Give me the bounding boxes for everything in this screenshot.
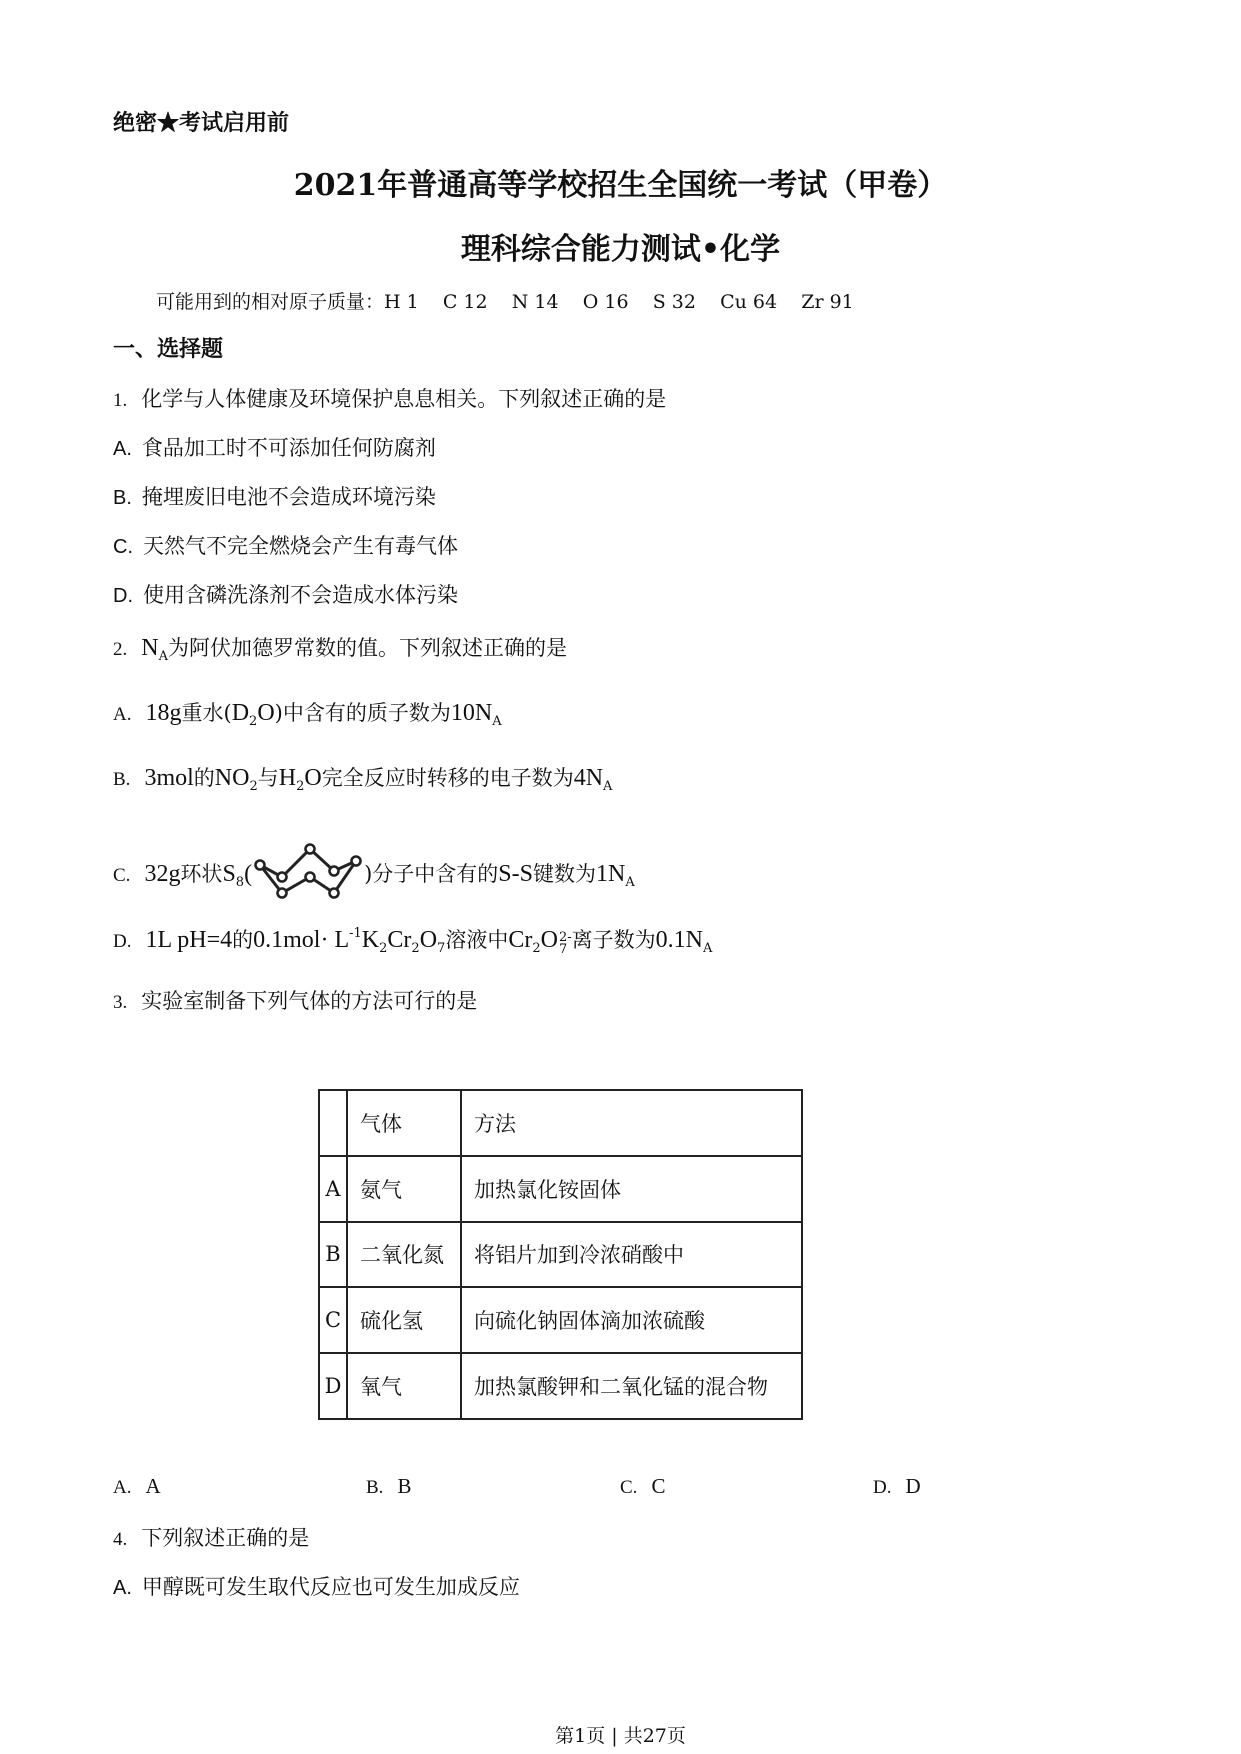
option-text: 的 — [232, 928, 254, 952]
formula-part: H — [278, 765, 297, 791]
value-text: 1N — [595, 861, 626, 887]
choice-value: C — [651, 1474, 666, 1498]
atomic-masses: 可能用到的相对原子质量：H 1 C 12 N 14 O 16 S 32 Cu 64 Zr 91 — [156, 291, 854, 313]
subscript: A — [625, 875, 635, 890]
option-letter: B. — [113, 769, 131, 790]
question-3 — [113, 985, 477, 1015]
q1-option-c — [113, 530, 458, 560]
question-4 — [113, 1522, 309, 1552]
q2-option-a — [113, 697, 502, 729]
ion-charge-index — [559, 932, 572, 956]
concentration-text: 0.1mol· L — [253, 927, 350, 953]
mass-text: 32g — [144, 861, 181, 887]
table-cell: C — [319, 1287, 347, 1353]
option-letter: D. — [113, 585, 133, 607]
formula-part: D — [231, 700, 250, 726]
option-text: 与 — [257, 766, 279, 790]
value-text: 10N — [450, 700, 493, 726]
formula-part: NO — [214, 765, 250, 791]
table-header-cell: 气体 — [347, 1090, 461, 1156]
option-text: )中含有的质子数为 — [274, 701, 451, 725]
formula-part: Cr — [387, 927, 412, 953]
q2-option-c — [113, 843, 635, 901]
q3-choice-a — [113, 1474, 161, 1499]
option-letter: A. — [113, 704, 132, 725]
table-cell: 将铝片加到冷浓硝酸中 — [461, 1222, 802, 1288]
value-text: 0.1N — [655, 927, 703, 953]
formula-part: O — [419, 927, 438, 953]
subscript: 2 — [249, 714, 258, 729]
formula-part: O — [304, 765, 322, 791]
table-cell: 加热氯酸钾和二氧化锰的混合物 — [461, 1353, 802, 1419]
question-stem: 化学与人体健康及环境保护息息相关。下列叙述正确的是 — [141, 387, 667, 411]
confidential-notice: 绝密★考试启用前 — [113, 110, 290, 136]
volume-ph-text: 1L pH=4 — [145, 927, 233, 953]
s8-ring-molecule-icon — [252, 843, 364, 901]
question-stem: 为阿伏加德罗常数的值。下列叙述正确的是 — [167, 636, 567, 660]
table-cell: 氨气 — [347, 1156, 461, 1222]
subscript: 8 — [235, 875, 245, 890]
table-header-row — [319, 1090, 802, 1156]
q2-option-b — [113, 762, 612, 794]
choice-value: A — [145, 1474, 161, 1498]
subscript: 2 — [249, 779, 258, 794]
table-cell: A — [319, 1156, 347, 1222]
table-cell: 二氧化氮 — [347, 1222, 461, 1288]
subscript: 7 — [437, 941, 446, 956]
option-text: 环状 — [180, 862, 223, 886]
option-text: 天然气不完全燃烧会产生有毒气体 — [143, 534, 458, 558]
formula-part: Cr — [508, 927, 533, 953]
option-text: 离子数为 — [571, 928, 656, 952]
q4-option-a — [113, 1571, 520, 1601]
option-letter: A. — [113, 1577, 132, 1599]
choice-label: B. — [366, 1477, 384, 1498]
table-header-cell — [319, 1090, 347, 1156]
q3-choice-b — [366, 1474, 411, 1499]
amount-text: 3mol — [144, 765, 194, 791]
subscript: 2 — [411, 941, 420, 956]
na-subscript: A — [158, 649, 168, 664]
question-number: 2. — [113, 639, 128, 660]
question-1 — [113, 383, 666, 413]
choice-value: D — [905, 1474, 921, 1498]
option-text: )分子中含有的 — [364, 862, 499, 886]
option-letter: C. — [113, 865, 131, 886]
choice-label: A. — [113, 1477, 132, 1498]
subscript: 2 — [532, 941, 541, 956]
q3-choice-d — [873, 1474, 921, 1499]
subscript: 2 — [296, 779, 305, 794]
paren-open: ( — [244, 861, 253, 887]
table-header-cell: 方法 — [461, 1090, 802, 1156]
question-stem: 下列叙述正确的是 — [141, 1526, 310, 1550]
q2-option-d — [113, 924, 712, 956]
q1-option-b — [113, 481, 436, 511]
subscript: 2 — [379, 941, 388, 956]
section-title: 一、选择题 — [113, 336, 224, 362]
choice-label: C. — [620, 1477, 638, 1498]
question-2 — [113, 632, 567, 664]
option-letter: A. — [113, 438, 132, 460]
q3-choice-c — [620, 1474, 665, 1499]
option-letter: D. — [113, 931, 132, 952]
table-cell: B — [319, 1222, 347, 1288]
question-stem: 实验室制备下列气体的方法可行的是 — [141, 989, 478, 1013]
table-cell: 硫化氢 — [347, 1287, 461, 1353]
question-number: 3. — [113, 992, 128, 1013]
option-text: 食品加工时不可添加任何防腐剂 — [141, 436, 436, 460]
table-row — [319, 1222, 802, 1288]
charge-superscript: 2- — [558, 930, 572, 945]
table-row — [319, 1287, 802, 1353]
option-text: 键数为 — [532, 862, 596, 886]
option-text: 完全反应时转移的电子数为 — [321, 766, 574, 790]
exam-title: 2021年普通高等学校招生全国统一考试（甲卷） — [293, 168, 948, 203]
question-number: 1. — [113, 390, 128, 411]
page-footer: 第1页 | 共27页 — [555, 1725, 686, 1747]
choice-value: B — [397, 1474, 412, 1498]
table-row — [319, 1156, 802, 1222]
option-letter: B. — [113, 487, 132, 509]
superscript: -1 — [349, 926, 362, 941]
option-text: 使用含磷洗涤剂不会造成水体污染 — [143, 583, 458, 607]
gas-preparation-table — [318, 1089, 803, 1420]
exam-subtitle: 理科综合能力测试•化学 — [460, 232, 781, 267]
option-text: 掩埋废旧电池不会造成环境污染 — [141, 485, 436, 509]
q1-option-d — [113, 579, 458, 609]
na-symbol: N — [141, 635, 159, 661]
table-cell: 氧气 — [347, 1353, 461, 1419]
subscript: A — [492, 714, 502, 729]
subscript: A — [603, 779, 613, 794]
formula-part: S — [222, 861, 236, 887]
mass-text: 18g — [145, 700, 182, 726]
bond-text: S-S — [498, 861, 533, 887]
value-text: 4N — [573, 765, 604, 791]
formula-part: O — [540, 927, 558, 953]
formula-part: K — [361, 927, 380, 953]
table-cell: 向硫化钠固体滴加浓硫酸 — [461, 1287, 802, 1353]
index-subscript: 7 — [558, 942, 568, 957]
option-text: 重水( — [181, 701, 232, 725]
table-cell: D — [319, 1353, 347, 1419]
option-text: 甲醇既可发生取代反应也可发生加成反应 — [141, 1575, 520, 1599]
option-letter: C. — [113, 536, 133, 558]
q1-option-a — [113, 432, 436, 462]
option-text: 的 — [193, 766, 215, 790]
option-text: 溶液中 — [445, 928, 509, 952]
choice-label: D. — [873, 1477, 892, 1498]
subscript: A — [702, 941, 713, 956]
table-cell: 加热氯化铵固体 — [461, 1156, 802, 1222]
formula-part: O — [257, 700, 275, 726]
table-row — [319, 1353, 802, 1419]
question-number: 4. — [113, 1529, 128, 1550]
